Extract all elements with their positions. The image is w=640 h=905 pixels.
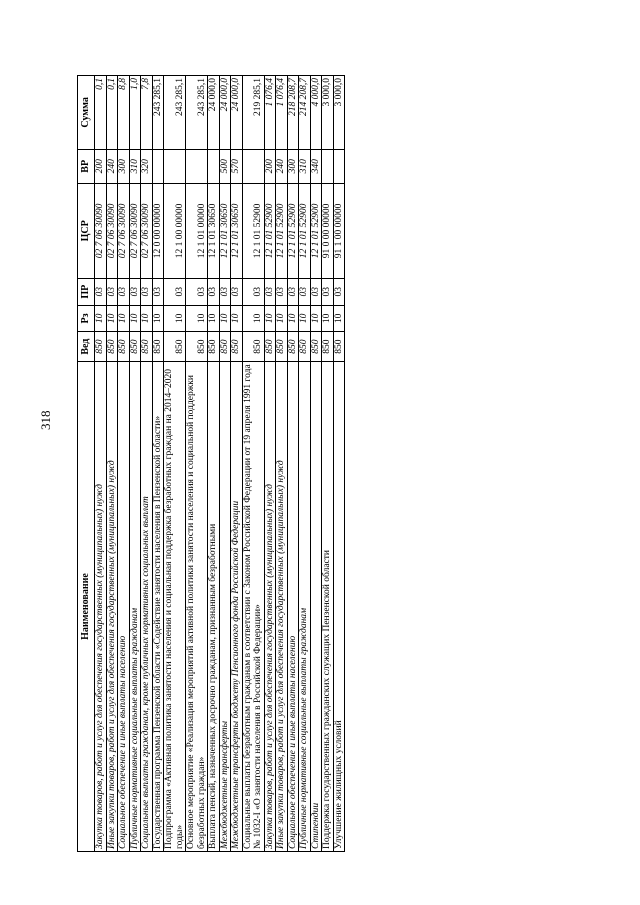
cell-vr: 200 — [95, 149, 107, 183]
cell-pr: 03 — [276, 278, 288, 305]
header-sum: Сумма — [78, 76, 95, 150]
cell-ved: 850 — [164, 332, 186, 362]
cell-ved: 850 — [141, 332, 153, 362]
cell-vr — [333, 149, 345, 183]
cell-vr — [208, 149, 220, 183]
table-row — [219, 76, 231, 852]
budget-table — [77, 75, 345, 852]
cell-rz: 10 — [164, 305, 186, 332]
cell-sum: 0,1 — [106, 76, 118, 150]
table-row — [141, 76, 153, 852]
cell-csr: 12 1 01 52900 — [264, 183, 276, 278]
cell-rz: 10 — [219, 305, 231, 332]
cell-name: Выплата пенсий, назначенных досрочно гражданам, признанным безработными — [208, 362, 220, 852]
table-row — [287, 76, 299, 852]
header-csr: ЦСР — [78, 183, 95, 278]
cell-vr — [186, 149, 208, 183]
cell-sum: 0,1 — [95, 76, 107, 150]
cell-vr — [152, 149, 164, 183]
cell-name: Социальные выплаты гражданам, кроме публичных нормативных социальных выплат — [141, 362, 153, 852]
cell-sum: 24 000,0 — [231, 76, 243, 150]
cell-sum: 219 285,1 — [242, 76, 264, 150]
cell-sum: 7,8 — [141, 76, 153, 150]
cell-sum: 214 208,7 — [299, 76, 311, 150]
cell-vr: 310 — [299, 149, 311, 183]
cell-rz: 10 — [242, 305, 264, 332]
cell-csr: 12 1 01 30650 — [208, 183, 220, 278]
cell-csr: 12 1 01 52900 — [299, 183, 311, 278]
cell-ved: 850 — [129, 332, 141, 362]
cell-pr: 03 — [264, 278, 276, 305]
cell-csr: 02 7 06 30090 — [118, 183, 130, 278]
cell-sum: 218 208,7 — [287, 76, 299, 150]
cell-name: Закупка товаров, работ и услуг для обеспечения государственных (муниципальных) нужд — [264, 362, 276, 852]
table-row — [152, 76, 164, 852]
cell-rz: 10 — [106, 305, 118, 332]
header-vr: ВР — [78, 149, 95, 183]
cell-sum: 243 285,1 — [152, 76, 164, 150]
cell-rz: 10 — [95, 305, 107, 332]
cell-pr: 03 — [164, 278, 186, 305]
cell-ved: 850 — [231, 332, 243, 362]
table-row — [129, 76, 141, 852]
cell-ved: 850 — [106, 332, 118, 362]
header-rz: Рз — [78, 305, 95, 332]
cell-vr — [242, 149, 264, 183]
table-row — [264, 76, 276, 852]
cell-ved: 850 — [264, 332, 276, 362]
cell-pr: 03 — [299, 278, 311, 305]
cell-csr: 12 1 01 52900 — [287, 183, 299, 278]
cell-rz: 10 — [333, 305, 345, 332]
cell-name: Публичные нормативные социальные выплаты гражданам — [129, 362, 141, 852]
cell-csr: 12 1 00 00000 — [164, 183, 186, 278]
table-header-row — [78, 76, 95, 852]
cell-rz: 10 — [287, 305, 299, 332]
cell-csr: 02 7 06 30090 — [129, 183, 141, 278]
cell-vr: 200 — [264, 149, 276, 183]
cell-ved: 850 — [287, 332, 299, 362]
table-row — [276, 76, 288, 852]
rotated-table-container — [77, 75, 562, 852]
table-row — [333, 76, 345, 852]
cell-pr: 03 — [219, 278, 231, 305]
cell-name: Межбюджетные трансферты — [219, 362, 231, 852]
cell-csr: 02 7 06 30090 — [106, 183, 118, 278]
cell-pr: 03 — [231, 278, 243, 305]
cell-csr: 02 7 06 30090 — [95, 183, 107, 278]
cell-name: Межбюджетные трансферты бюджету Пенсионного фонда Российской Федерации — [231, 362, 243, 852]
table-row — [322, 76, 334, 852]
cell-vr: 310 — [129, 149, 141, 183]
header-name: Наименование — [78, 362, 95, 852]
cell-ved: 850 — [299, 332, 311, 362]
cell-ved: 850 — [242, 332, 264, 362]
table-row — [310, 76, 322, 852]
cell-csr: 91 0 00 00000 — [322, 183, 334, 278]
cell-ved: 850 — [310, 332, 322, 362]
cell-ved: 850 — [95, 332, 107, 362]
cell-sum: 1 076,4 — [264, 76, 276, 150]
cell-ved: 850 — [219, 332, 231, 362]
cell-vr: 320 — [141, 149, 153, 183]
cell-name: Государственная программа Пензенской области «Содействие занятости населения в Пензенской области» — [152, 362, 164, 852]
cell-name: Закупка товаров, работ и услуг для обеспечения государственных (муниципальных) нужд — [95, 362, 107, 852]
cell-pr: 03 — [106, 278, 118, 305]
cell-vr — [164, 149, 186, 183]
cell-rz: 10 — [118, 305, 130, 332]
cell-pr: 03 — [152, 278, 164, 305]
cell-csr: 12 1 01 52900 — [310, 183, 322, 278]
cell-name: Иные закупки товаров, работ и услуг для обеспечения государственных (муниципальных) нужд — [276, 362, 288, 852]
cell-sum: 8,8 — [118, 76, 130, 150]
cell-sum: 1,0 — [129, 76, 141, 150]
cell-sum: 3 000,0 — [322, 76, 334, 150]
cell-sum: 243 285,1 — [164, 76, 186, 150]
table-row — [299, 76, 311, 852]
cell-rz: 10 — [129, 305, 141, 332]
table-row — [208, 76, 220, 852]
cell-rz: 10 — [141, 305, 153, 332]
table-row — [95, 76, 107, 852]
cell-name: Стипендии — [310, 362, 322, 852]
cell-csr: 12 0 00 00000 — [152, 183, 164, 278]
cell-csr: 12 1 01 52900 — [242, 183, 264, 278]
cell-csr: 02 7 06 30090 — [141, 183, 153, 278]
cell-vr: 300 — [118, 149, 130, 183]
cell-name: Социальные выплаты безработным гражданам в соответствии с Законом Российской Федерации от 19 апреля 1991 года № 1032-I «О занятости населения в Российской Федерации» — [242, 362, 264, 852]
cell-pr: 03 — [95, 278, 107, 305]
cell-vr: 240 — [106, 149, 118, 183]
cell-sum: 1 076,4 — [276, 76, 288, 150]
cell-rz: 10 — [310, 305, 322, 332]
cell-pr: 03 — [141, 278, 153, 305]
cell-ved: 850 — [118, 332, 130, 362]
cell-pr: 03 — [129, 278, 141, 305]
cell-pr: 03 — [310, 278, 322, 305]
cell-ved: 850 — [152, 332, 164, 362]
cell-name: Улучшение жилищных условий — [333, 362, 345, 852]
cell-name: Иные закупки товаров, работ и услуг для обеспечения государственных (муниципальных) нужд — [106, 362, 118, 852]
cell-vr: 570 — [231, 149, 243, 183]
table-row — [242, 76, 264, 852]
cell-pr: 03 — [287, 278, 299, 305]
cell-vr: 500 — [219, 149, 231, 183]
cell-name: Социальное обеспечение и иные выплаты населению — [287, 362, 299, 852]
cell-vr: 300 — [287, 149, 299, 183]
page-number: 318 — [38, 410, 53, 430]
cell-name: Публичные нормативные социальные выплаты гражданам — [299, 362, 311, 852]
cell-rz: 10 — [186, 305, 208, 332]
cell-pr: 03 — [322, 278, 334, 305]
cell-name: Поддержка государственных гражданских служащих Пензенской области — [322, 362, 334, 852]
cell-rz: 10 — [276, 305, 288, 332]
cell-ved: 850 — [322, 332, 334, 362]
cell-sum: 4 000,0 — [310, 76, 322, 150]
cell-rz: 10 — [152, 305, 164, 332]
cell-rz: 10 — [264, 305, 276, 332]
cell-pr: 03 — [208, 278, 220, 305]
cell-csr: 12 1 01 00000 — [186, 183, 208, 278]
cell-pr: 03 — [186, 278, 208, 305]
cell-csr: 12 1 01 30650 — [219, 183, 231, 278]
table-row — [106, 76, 118, 852]
cell-sum: 24 000,0 — [219, 76, 231, 150]
header-ved: Вед — [78, 332, 95, 362]
cell-csr: 12 1 01 30650 — [231, 183, 243, 278]
cell-ved: 850 — [186, 332, 208, 362]
cell-rz: 10 — [208, 305, 220, 332]
cell-name: Подпрограмма «Активная политика занятости населения и социальная поддержка безработных граждан на 2014–2020 годы» — [164, 362, 186, 852]
cell-pr: 03 — [333, 278, 345, 305]
cell-pr: 03 — [242, 278, 264, 305]
cell-vr: 340 — [310, 149, 322, 183]
cell-ved: 850 — [333, 332, 345, 362]
cell-rz: 10 — [322, 305, 334, 332]
cell-vr — [322, 149, 334, 183]
table-row — [186, 76, 208, 852]
cell-vr: 240 — [276, 149, 288, 183]
cell-name: Основное мероприятие «Реализация мероприятий активной политики занятости населения и социальной поддержки безработных граждан» — [186, 362, 208, 852]
cell-rz: 10 — [299, 305, 311, 332]
cell-ved: 850 — [208, 332, 220, 362]
cell-sum: 3 000,0 — [333, 76, 345, 150]
table-row — [164, 76, 186, 852]
cell-csr: 91 1 00 00000 — [333, 183, 345, 278]
cell-ved: 850 — [276, 332, 288, 362]
cell-sum: 24 000,0 — [208, 76, 220, 150]
cell-name: Социальное обеспечение и иные выплаты населению — [118, 362, 130, 852]
header-pr: ПР — [78, 278, 95, 305]
cell-rz: 10 — [231, 305, 243, 332]
cell-sum: 243 285,1 — [186, 76, 208, 150]
cell-csr: 12 1 01 52900 — [276, 183, 288, 278]
cell-pr: 03 — [118, 278, 130, 305]
table-row — [231, 76, 243, 852]
table-row — [118, 76, 130, 852]
